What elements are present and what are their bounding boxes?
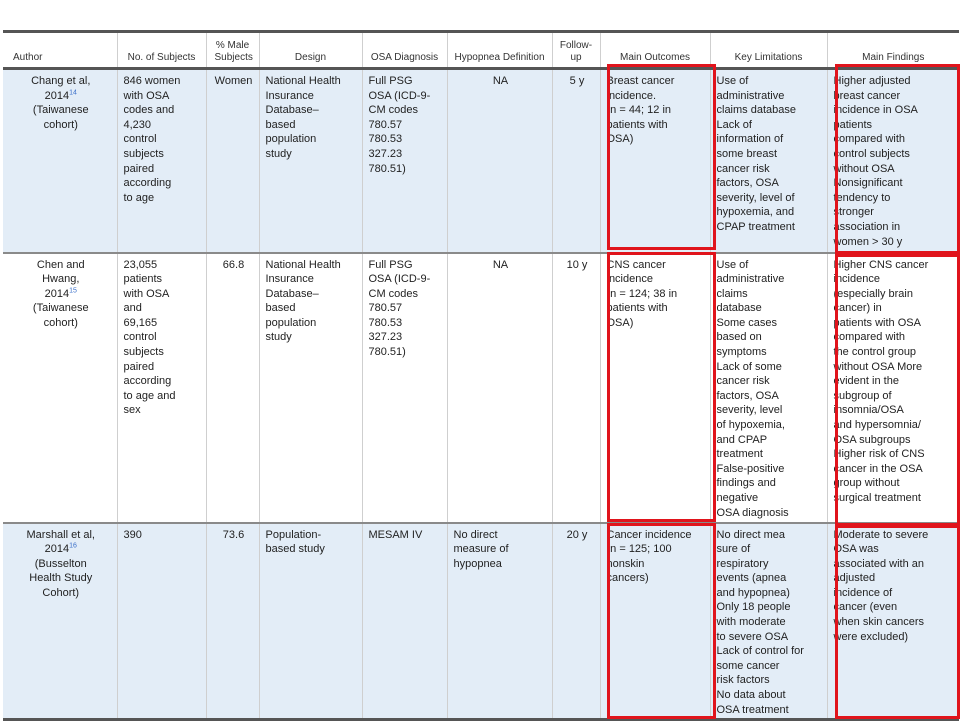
header-male [206,32,259,69]
outcomes-cell: Cancer incidence (n = 125; 100 nonskin cancers) [600,523,710,720]
followup-cell: 20 y [552,523,600,720]
table-row [3,69,959,253]
reference-number[interactable]: 16 [69,542,77,550]
header-author: Author [3,32,117,69]
header-followup-label: Follow-up [559,40,593,63]
author-cohort: (Taiwanese cohort) [32,302,89,329]
limitations-cell: Use of administrative claims database Lack of information of some breast cancer risk factors, OSA severity, level of hypoxemia, and CPAP treatment [710,69,827,253]
findings-cell: Higher CNS cancer incidence (especially brain cancer) in patients with OSA compared with the control group without OSA More evident in the subgroup of insomnia/OSA and hypersomnia/ OSA subgroups Higher risk of CNS cancer in the OSA group without surgical treatment [827,253,959,523]
author-cohort: (Taiwanese cohort) [32,104,89,131]
outcomes-cell: Breast cancer incidence. (n = 44; 12 in patients with OSA) [600,69,710,253]
hypopnea-cell: NA [447,253,552,523]
male-cell: 73.6 [206,523,259,720]
design-cell: National Health Insurance Database– based population study [259,69,362,253]
findings-cell: Higher adjusted breast cancer incidence in OSA patients compared with control subjects without OSA Nonsignificant tendency to stronger association in women > 30 y [827,69,959,253]
osa-diagnosis-cell: Full PSG OSA (ICD-9- CM codes 780.57 780.53 327.23 780.51) [362,253,447,523]
header-outcomes: Main Outcomes [600,32,710,69]
limitations-cell: Use of administrative claims database Some cases based on symptoms Lack of some cancer risk factors, OSA severity, level of hypoxemia, and CPAP treatment False-positive findings and negative OSA diagnosis [710,253,827,523]
outcomes-cell: CNS cancer incidence (n = 124; 38 in patients with OSA) [600,253,710,523]
author-name: Chen and Hwang, 2014 [36,258,85,300]
study-table-container [3,30,959,718]
header-design: Design [259,32,362,69]
followup-cell: 10 y [552,253,600,523]
table-header-row [3,32,959,69]
hypopnea-cell: No direct measure of hypopnea [447,523,552,720]
reference-number[interactable]: 15 [69,287,77,295]
male-cell: Women [206,69,259,253]
osa-diagnosis-cell: MESAM IV [362,523,447,720]
limitations-cell: No direct mea sure of respiratory events (apnea and hypopnea) Only 18 people with moderate to severe OSA Lack of control for some cancer risk factors No data about OSA treatment [710,523,827,720]
design-cell: National Health Insurance Database– based population study [259,253,362,523]
author-name: Chang et al, 2014 [31,75,91,102]
header-osa-diagnosis: OSA Diagnosis [362,32,447,69]
osa-diagnosis-cell: Full PSG OSA (ICD-9- CM codes 780.57 780.53 327.23 780.51) [362,69,447,253]
author-cohort: (Busselton Health Study Cohort) [29,557,93,599]
male-cell: 66.8 [206,253,259,523]
header-hypopnea: Hypopnea Definition [447,32,552,69]
header-male-label: % Male Subjects [214,40,253,63]
hypopnea-cell: NA [447,69,552,253]
reference-number[interactable]: 14 [69,88,77,96]
subjects-cell: 23,055 patients with OSA and 69,165 control subjects paired according to age and sex [117,253,206,523]
header-findings: Main Findings [827,32,959,69]
study-table [3,30,959,721]
design-cell: Population- based study [259,523,362,720]
followup-cell: 5 y [552,69,600,253]
header-subjects: No. of Subjects [117,32,206,69]
author-name: Marshall et al, 2014 [26,528,95,556]
findings-cell: Moderate to severe OSA was associated with an adjusted incidence of cancer (even when skin cancers were excluded) [827,523,959,720]
header-followup [552,32,600,69]
author-cell [3,253,117,523]
subjects-cell: 390 [117,523,206,720]
header-limitations: Key Limitations [710,32,827,69]
table-row [3,523,959,720]
author-cell [3,523,117,720]
subjects-cell: 846 women with OSA codes and 4,230 control subjects paired according to age [117,69,206,253]
author-cell [3,69,117,253]
table-row [3,253,959,523]
